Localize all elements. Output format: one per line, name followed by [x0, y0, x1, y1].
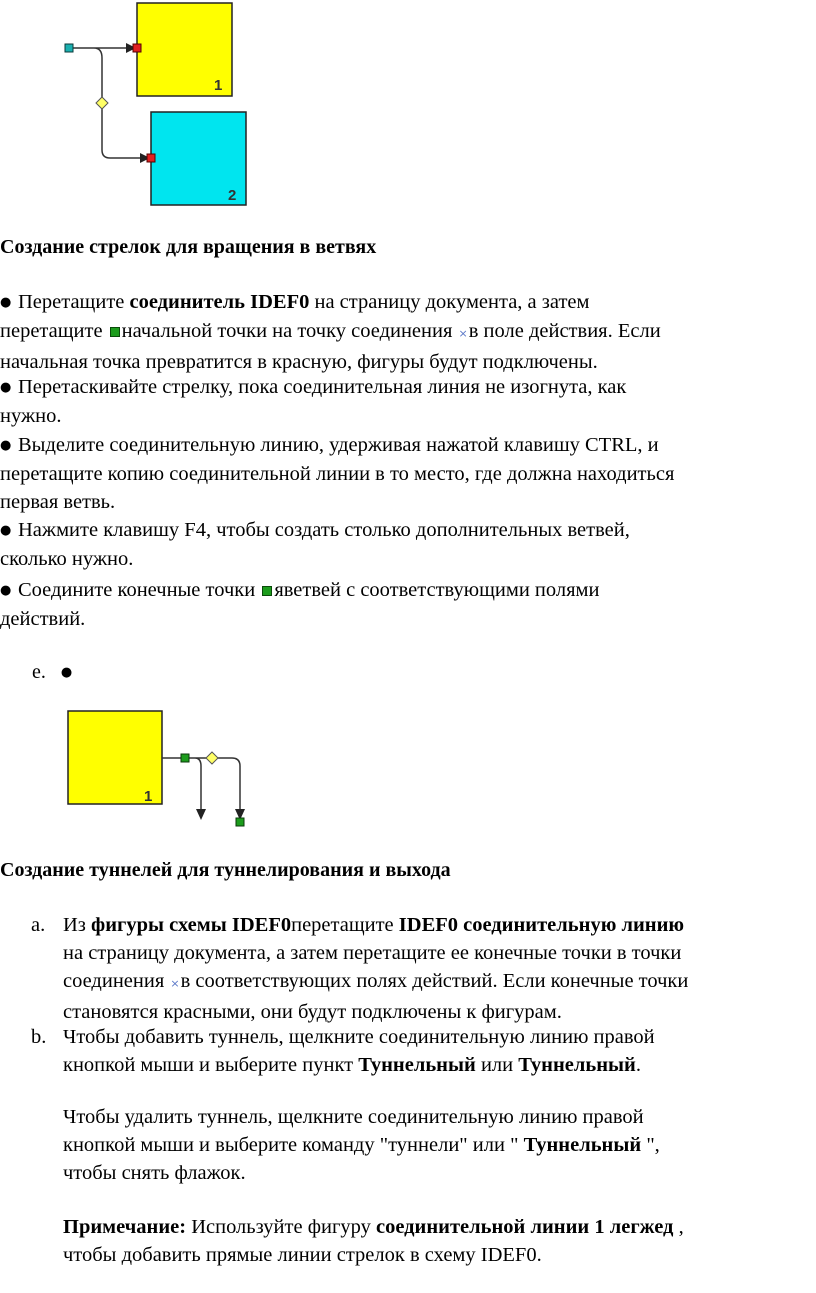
bullet-5: ● Соедините конечные точки яветвей с соответствующими полями действий.: [0, 579, 600, 630]
section2-heading: Создание туннелей для туннелирования и выхода: [0, 859, 451, 881]
start-point-handle[interactable]: [65, 44, 73, 52]
activity-box-1-label: 1: [144, 788, 153, 805]
bullet-4: ● Нажмите клавишу F4, чтобы создать столько дополнительных ветвей, сколько нужно.: [0, 519, 630, 570]
bullet-dot-icon: ●: [0, 523, 12, 538]
branch-diagram-2: [0, 700, 816, 830]
note-paragraph: Примечание: Используйте фигуру соединительной линии 1 легжед , чтобы добавить прямые линии стрелок в схему IDEF0.: [63, 1216, 684, 1266]
bullet-1: ● Перетащите соединитель IDEF0 на страницу документа, а затем перетащите начальной точки на точку соединения ×в поле действия. Если начальная точка превратится в красную, фигуры будут подключены.: [0, 291, 661, 373]
connector-line[interactable]: [162, 758, 240, 810]
list-item-b: b. Чтобы добавить туннель, щелкните соединительную линию правой кнопкой мыши и выберите пункт Туннельный или Туннельный.: [31, 1026, 655, 1076]
bullet-2: ● Перетаскивайте стрелку, пока соединительная линия не изогнута, как нужно.: [0, 376, 627, 427]
bullet-dot-icon: ●: [0, 295, 12, 310]
bullet-dot-icon: ●: [0, 583, 12, 598]
activity-box-1-label: 1: [214, 77, 223, 94]
branch-diagram: [0, 0, 816, 215]
branch-control-handle[interactable]: [206, 752, 218, 764]
activity-box-2-label: 2: [228, 187, 237, 204]
bullet-dot-icon: ●: [0, 380, 12, 395]
end-point-handle[interactable]: [236, 818, 244, 826]
arrowhead-icon: [196, 809, 206, 820]
start-point-icon: [110, 327, 120, 337]
bullet-dot-icon: ●: [60, 665, 73, 680]
end-point-icon: [262, 586, 272, 596]
bullet-dot-icon: ●: [0, 438, 12, 453]
list-item-e: e. ●: [32, 658, 79, 687]
connection-point-icon: ×: [170, 977, 180, 990]
branch-control-handle[interactable]: [96, 97, 108, 109]
connection-point-icon: ×: [458, 327, 468, 340]
end-point-connected-1[interactable]: [133, 44, 141, 52]
start-point-handle[interactable]: [181, 754, 189, 762]
bullet-3: ● Выделите соединительную линию, удерживая нажатой клавишу CTRL, и перетащите копию соединительной линии в то место, где должна находиться первая ветвь.: [0, 434, 675, 513]
list-item-a: a. Из фигуры схемы IDEF0перетащите IDEF0 соединительную линию на страницу документа, а затем перетащите ее конечные точки в точки соединения ×в соответствующих полях действий. Если конечные точки становятся красными, они будут подключены к фигурам.: [31, 914, 689, 1023]
end-point-connected-2[interactable]: [147, 154, 155, 162]
note-label: Примечание:: [63, 1216, 187, 1238]
remove-tunnel-paragraph: Чтобы удалить туннель, щелкните соединительную линию правой кнопкой мыши и выберите команду "туннели" или " Туннельный ", чтобы снять флажок.: [63, 1106, 660, 1184]
section1-heading: Создание стрелок для вращения в ветвях: [0, 236, 377, 258]
